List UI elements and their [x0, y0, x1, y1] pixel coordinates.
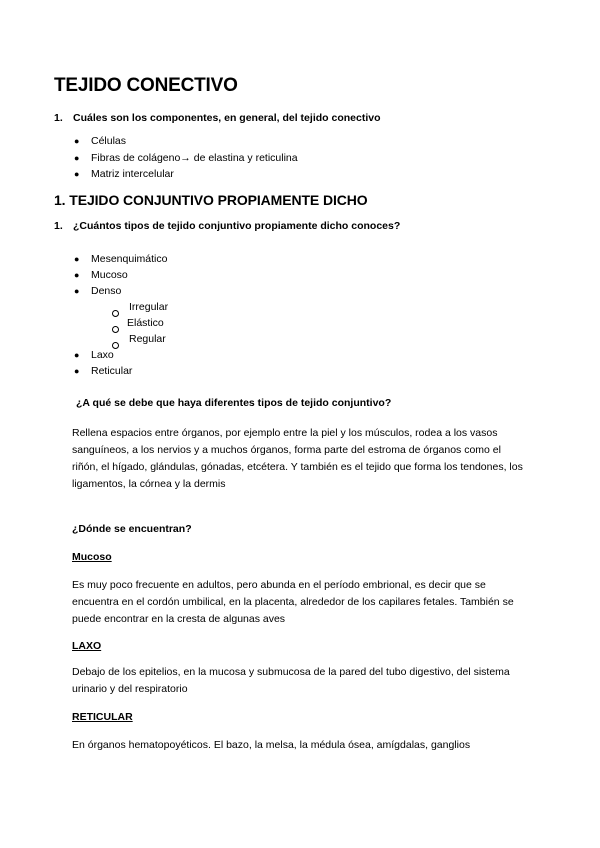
subtype-item: Regular: [129, 333, 166, 345]
laxo-line: urinario y del respiratorio: [72, 683, 188, 695]
question-number: 1.: [54, 220, 63, 232]
question-4: ¿Dónde se encuentran?: [72, 523, 192, 535]
type-item: Mucoso: [91, 269, 128, 281]
mucoso-line: puede encontrar en la cresta de algunas aves: [72, 613, 286, 625]
laxo-line: Debajo de los epitelios, en la mucosa y submucosa de la pared del tubo digestivo, del sistema: [72, 666, 510, 678]
type-item: Reticular: [91, 365, 133, 377]
page-title: TEJIDO CONECTIVO: [54, 75, 238, 96]
answer-line: sanguíneos, a los nervios y a muchos órganos, forma parte del estroma de órganos como el: [72, 444, 501, 456]
type-item: Laxo: [91, 349, 114, 361]
type-item: Mesenquimático: [91, 253, 168, 265]
question-2: ¿Cuántos tipos de tejido conjuntivo propiamente dicho conoces?: [73, 220, 401, 232]
bullet-icon: ●: [74, 153, 80, 163]
laxo-heading: LAXO: [72, 640, 102, 652]
type-item: Denso: [91, 285, 122, 297]
answer-line: riñón, el hígado, glándulas, gónadas, etcétera. Y también es el tejido que forma los tendones, los: [72, 461, 523, 473]
question-number: 1.: [54, 112, 63, 124]
answer-line: ligamentos, la córnea y la dermis: [72, 478, 226, 490]
bullet-icon: ●: [74, 254, 80, 264]
component-item: Células: [91, 135, 127, 147]
reticular-line: En órganos hematopoyéticos. El bazo, la melsa, la médula ósea, amígdalas, ganglios: [72, 739, 471, 751]
bullet-icon: ●: [74, 350, 80, 360]
question-1: Cuáles son los componentes, en general, del tejido conectivo: [73, 112, 381, 124]
subtype-item: Elástico: [127, 317, 164, 329]
question-3: ¿A qué se debe que haya diferentes tipos de tejido conjuntivo?: [76, 397, 392, 409]
bullet-icon: ●: [74, 136, 80, 146]
mucoso-line: Es muy poco frecuente en adultos, pero abunda en el período embrional, es decir que se: [72, 579, 486, 591]
mucoso-heading: Mucoso: [72, 551, 112, 563]
component-item: Fibras de colágeno→ de elastina y reticulina: [91, 152, 298, 164]
subtype-item: Irregular: [129, 301, 169, 313]
mucoso-line: encuentra en el cordón umbilical, en la placenta, alrededor de los capilares fetales. También se: [72, 596, 514, 608]
bullet-icon: ●: [74, 286, 80, 296]
bullet-icon: ●: [74, 270, 80, 280]
bullet-icon: ●: [74, 366, 80, 376]
component-item: Matriz intercelular: [91, 168, 174, 180]
answer-line: Rellena espacios entre órganos, por ejemplo entre la piel y los músculos, rodea a los vasos: [72, 427, 498, 439]
bullet-icon: ●: [74, 169, 80, 179]
reticular-heading: RETICULAR: [72, 711, 133, 723]
section-heading: 1. TEJIDO CONJUNTIVO PROPIAMENTE DICHO: [54, 192, 368, 208]
